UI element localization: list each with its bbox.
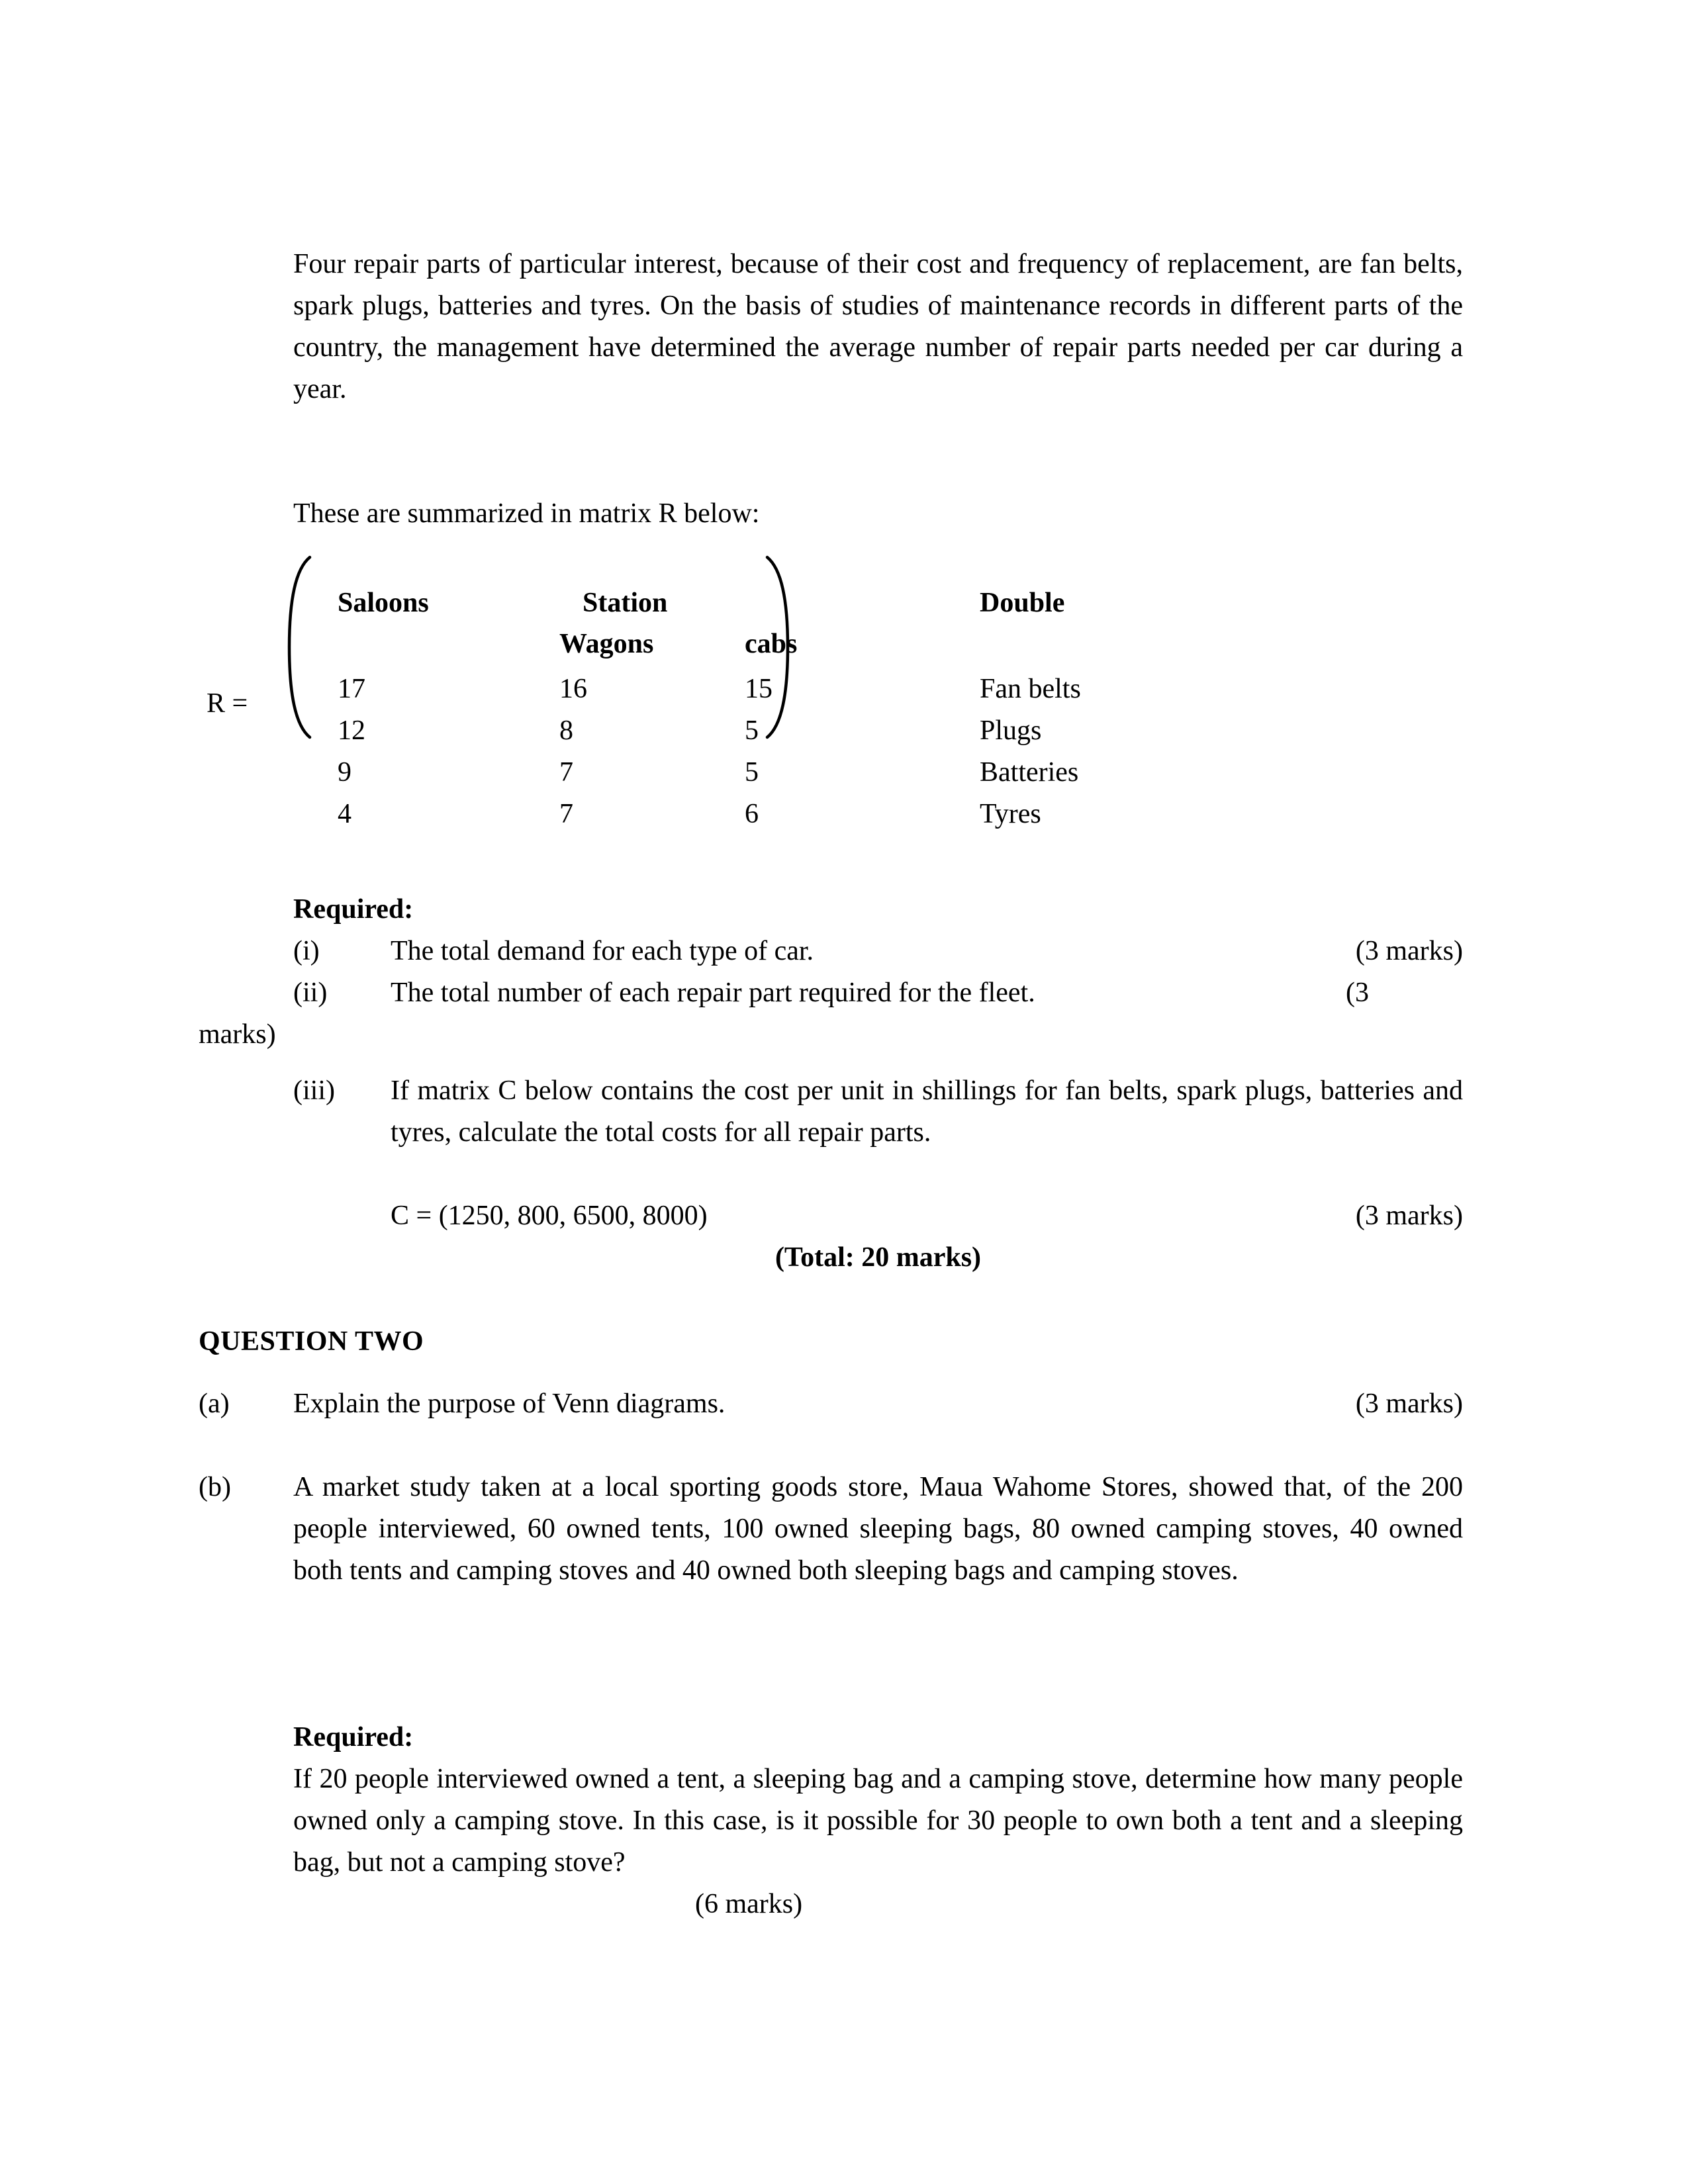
- list-text: The total demand for each type of car.: [391, 936, 814, 966]
- cell-saloons: 17: [338, 674, 365, 704]
- matrix-header-row-1: [199, 586, 1456, 619]
- header-wagons: Wagons: [559, 629, 654, 659]
- part-text: Explain the purpose of Venn diagrams.: [293, 1388, 726, 1419]
- part-marker: (a): [199, 1388, 230, 1419]
- matrix-r: [199, 555, 1456, 846]
- marks-allocation-continuation: marks): [199, 1019, 276, 1050]
- cell-cabs: 15: [745, 674, 773, 704]
- header-station: Station: [583, 588, 668, 618]
- matrix-c-formula: C = (1250, 800, 6500, 8000): [391, 1201, 708, 1231]
- required-heading-one: Required:: [293, 894, 414, 925]
- matrix-row: [199, 797, 1456, 831]
- marks-allocation: (6 marks): [695, 1889, 803, 1919]
- matrix-row: [199, 714, 1456, 747]
- cell-wagons: 7: [559, 757, 573, 788]
- cell-saloons: 4: [338, 799, 352, 829]
- list-text: The total number of each repair part required for the fleet.: [391, 978, 1035, 1008]
- cell-wagons: 8: [559, 715, 573, 746]
- question-two-heading: QUESTION TWO: [199, 1326, 424, 1357]
- row-label: Fan belts: [980, 674, 1081, 704]
- marks-allocation: (3 marks): [1355, 936, 1463, 966]
- required-text-two: If 20 people interviewed owned a tent, a sleeping bag and a camping stove, determine how many people owned only a camping stove. In this case, is it possible for 30 people to own both a tent and a sleeping bag, but not a camping stove?: [293, 1764, 1463, 1878]
- header-double: Double: [980, 588, 1065, 618]
- marks-allocation: (3 marks): [1355, 1201, 1463, 1231]
- matrix-row: [199, 672, 1456, 705]
- matrix-header-row-2: [199, 627, 1456, 660]
- marks-allocation: (3 marks): [1355, 1388, 1463, 1419]
- list-marker: (iii): [293, 1075, 335, 1106]
- cell-cabs: 5: [745, 757, 759, 788]
- cell-wagons: 16: [559, 674, 587, 704]
- list-marker: (i): [293, 936, 320, 966]
- part-marker: (b): [199, 1472, 231, 1502]
- question-part-b: [199, 1467, 1463, 1592]
- list-marker: (ii): [293, 978, 328, 1008]
- header-saloons: Saloons: [338, 588, 429, 618]
- part-text: A market study taken at a local sporting goods store, Maua Wahome Stores, showed that, of the 200 people interviewed, 60 owned tents, 100 owned sleeping bags, 80 owned camping stoves, 40 owned both tents and camping stoves and 40 owned both sleeping bags and camping stoves.: [293, 1472, 1463, 1586]
- matrix-row: [199, 756, 1456, 789]
- row-label: Tyres: [980, 799, 1041, 829]
- cell-cabs: 6: [745, 799, 759, 829]
- marks-allocation-part1: (3: [1346, 978, 1369, 1008]
- formula-line: [293, 1195, 1463, 1237]
- list-item: [293, 972, 1463, 1014]
- intro-paragraph: Four repair parts of particular interest, because of their cost and frequency of replacement, are fan belts, spark plugs, batteries and tyres. On the basis of studies of maintenance records in different parts of the country, the management have determined the average number of repair parts needed per car during a year.: [293, 249, 1463, 404]
- total-marks: (Total: 20 marks): [774, 1242, 982, 1273]
- question-part-a: [199, 1383, 1463, 1425]
- list-item: [293, 1070, 1463, 1154]
- cell-saloons: 12: [338, 715, 365, 746]
- list-text: If matrix C below contains the cost per unit in shillings for fan belts, spark plugs, batteries and tyres, calculate the total costs for all repair parts.: [391, 1075, 1463, 1148]
- matrix-r-label: R =: [207, 688, 248, 719]
- row-label: Batteries: [980, 757, 1079, 788]
- cell-wagons: 7: [559, 799, 573, 829]
- matrix-lead-text: These are summarized in matrix R below:: [293, 498, 760, 529]
- cell-saloons: 9: [338, 757, 352, 788]
- cell-cabs: 5: [745, 715, 759, 746]
- row-label: Plugs: [980, 715, 1042, 746]
- required-heading-two: Required:: [293, 1722, 414, 1752]
- list-item: [293, 931, 1463, 972]
- header-cabs: cabs: [745, 629, 798, 659]
